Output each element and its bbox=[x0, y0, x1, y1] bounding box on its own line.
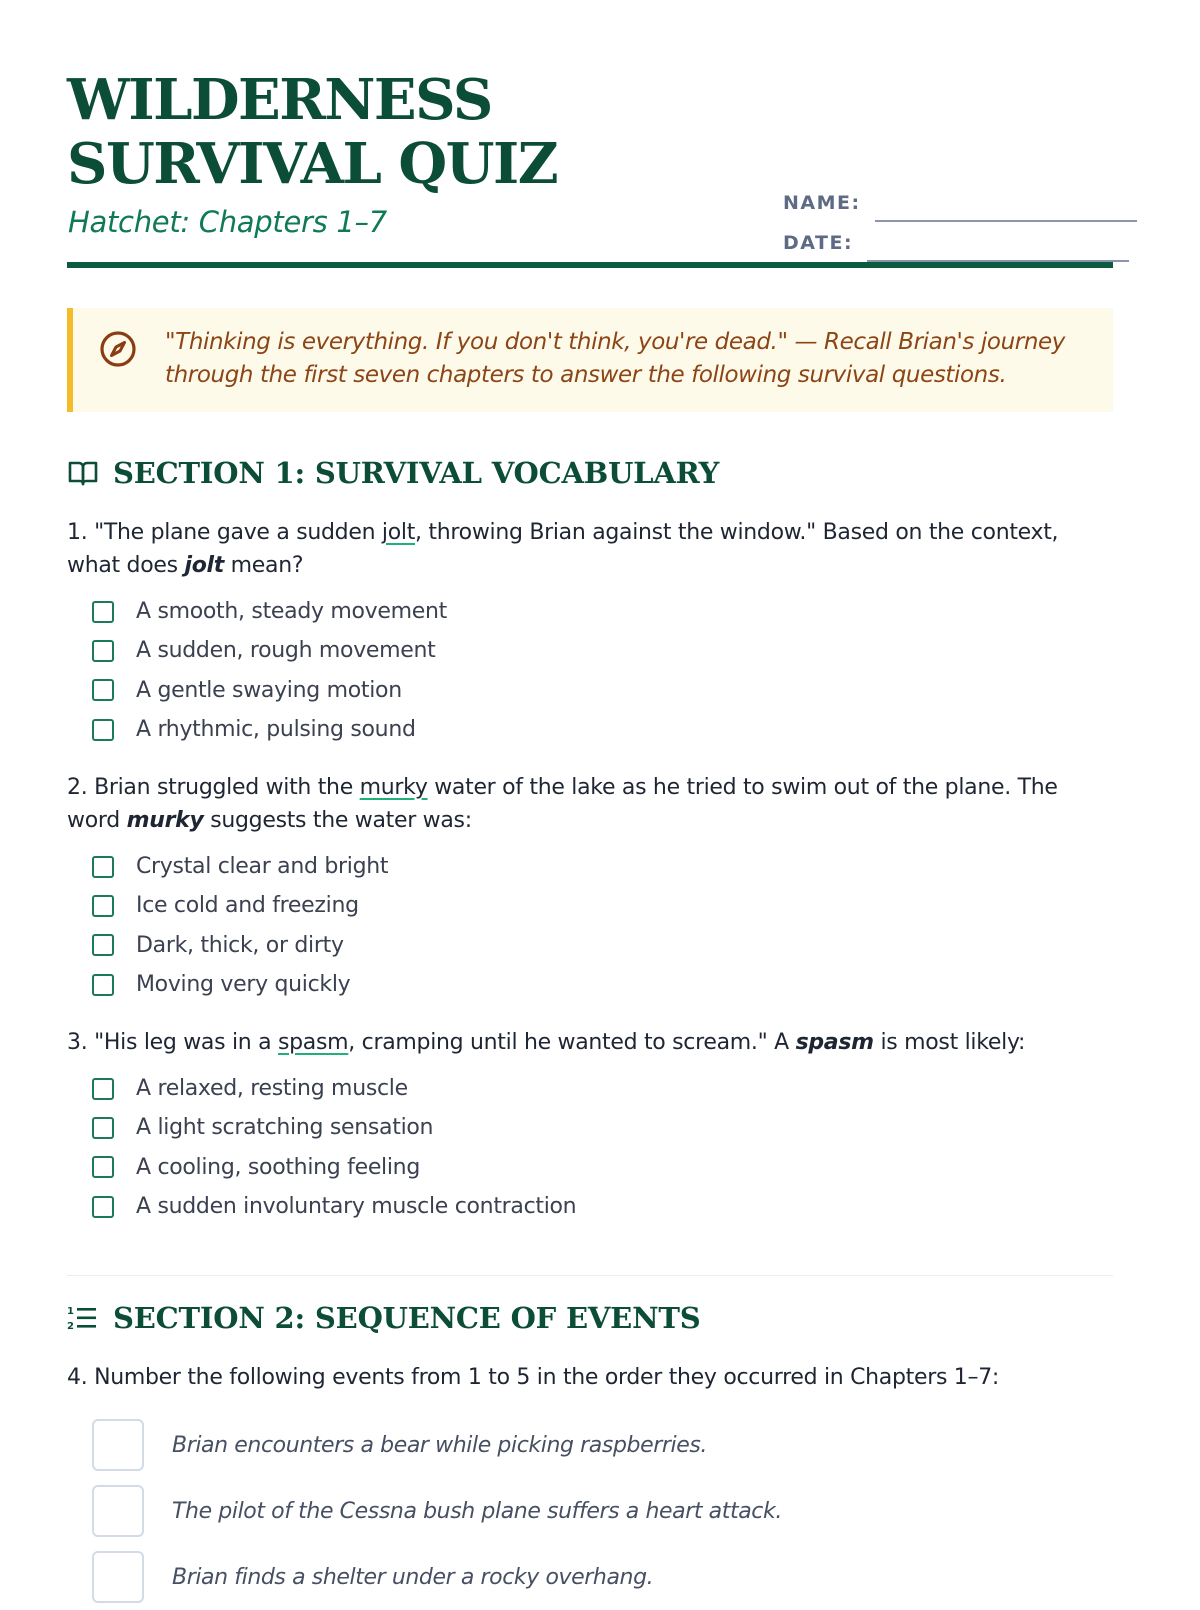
question-2-options bbox=[92, 847, 388, 1004]
option-checkbox[interactable] bbox=[92, 679, 114, 701]
question-text: , throwing Brian against the window." Based on the context, what does bbox=[67, 520, 1059, 578]
option-label: A relaxed, resting muscle bbox=[136, 1076, 408, 1102]
page-title: WILDERNESS SURVIVAL QUIZ bbox=[67, 67, 558, 197]
section-1-title: SECTION 1: SURVIVAL VOCABULARY bbox=[113, 456, 720, 490]
compass-icon bbox=[99, 330, 137, 368]
option-label: A sudden involuntary muscle contraction bbox=[136, 1194, 577, 1220]
option[interactable] bbox=[92, 886, 388, 925]
option-checkbox[interactable] bbox=[92, 974, 114, 996]
option-label: Crystal clear and bright bbox=[136, 854, 389, 880]
option[interactable] bbox=[92, 671, 447, 710]
callout-text: "Thinking is everything. If you don't think, you're dead." — Recall Brian's journey through the first seven chapters to answer the following survival questions. bbox=[165, 329, 1065, 388]
sequence-item bbox=[92, 1544, 782, 1610]
question-text: "His leg was in a bbox=[87, 1030, 278, 1055]
sequence-number-input[interactable] bbox=[92, 1485, 144, 1537]
vocab-word: spasm bbox=[277, 1030, 349, 1055]
option-label: A smooth, steady movement bbox=[136, 599, 447, 625]
quote-callout bbox=[67, 308, 1113, 412]
option-label: A gentle swaying motion bbox=[136, 677, 402, 703]
question-text: suggests the water was: bbox=[203, 808, 472, 833]
option-label: A cooling, soothing feeling bbox=[136, 1154, 420, 1180]
option-checkbox[interactable] bbox=[92, 856, 114, 878]
question-text: mean? bbox=[223, 553, 304, 578]
option[interactable] bbox=[92, 710, 447, 749]
option-checkbox[interactable] bbox=[92, 1196, 114, 1218]
option-label: A rhythmic, pulsing sound bbox=[136, 717, 416, 743]
question-text: water of the lake as he tried to swim out of the plane. The word bbox=[67, 775, 1058, 833]
question-2 bbox=[67, 771, 1113, 837]
date-label: DATE: bbox=[783, 232, 854, 254]
question-number: 1. bbox=[67, 520, 88, 545]
option-checkbox[interactable] bbox=[92, 934, 114, 956]
option[interactable] bbox=[92, 1108, 576, 1147]
section-1-heading bbox=[67, 456, 719, 490]
student-info bbox=[783, 174, 1113, 254]
sequence-item bbox=[92, 1478, 782, 1544]
option[interactable] bbox=[92, 1148, 576, 1187]
section-2-heading bbox=[67, 1301, 701, 1335]
option-checkbox[interactable] bbox=[92, 1117, 114, 1139]
question-1 bbox=[67, 516, 1113, 582]
question-4: 4. Number the following events from 1 to 5 in the order they occurred in Chapters 1–7: bbox=[67, 1365, 1000, 1390]
emphasized-word: murky bbox=[126, 808, 204, 833]
question-1-options bbox=[92, 592, 447, 749]
question-text: Brian struggled with the bbox=[87, 775, 360, 800]
section-divider bbox=[67, 1275, 1113, 1276]
svg-text:2: 2 bbox=[67, 1321, 74, 1332]
quiz-page bbox=[67, 0, 1113, 1590]
question-text: "The plane gave a sudden bbox=[87, 520, 382, 545]
option[interactable] bbox=[92, 1187, 576, 1226]
page-subtitle: Hatchet: Chapters 1–7 bbox=[68, 205, 387, 239]
event-text: The pilot of the Cessna bush plane suffers a heart attack. bbox=[172, 1498, 782, 1524]
option-label: A light scratching sensation bbox=[136, 1115, 434, 1141]
option-checkbox[interactable] bbox=[92, 1156, 114, 1178]
sequence-item bbox=[92, 1412, 782, 1478]
name-field[interactable] bbox=[875, 198, 1137, 222]
option[interactable] bbox=[92, 592, 447, 631]
event-text: Brian encounters a bear while picking raspberries. bbox=[172, 1432, 708, 1458]
option[interactable] bbox=[92, 965, 388, 1004]
question-number: 2. bbox=[67, 775, 88, 800]
event-text: Brian finds a shelter under a rocky overhang. bbox=[172, 1564, 654, 1590]
date-field[interactable] bbox=[867, 238, 1129, 262]
open-book-icon bbox=[67, 458, 99, 488]
option-label: Ice cold and freezing bbox=[136, 893, 359, 919]
section-2-title: SECTION 2: SEQUENCE OF EVENTS bbox=[113, 1301, 701, 1335]
name-label: NAME: bbox=[783, 192, 861, 214]
option-label: Moving very quickly bbox=[136, 972, 351, 998]
sequence-number-input[interactable] bbox=[92, 1551, 144, 1603]
quiz-header bbox=[67, 0, 1113, 272]
question-text: is most likely: bbox=[873, 1030, 1026, 1055]
option-checkbox[interactable] bbox=[92, 895, 114, 917]
question-3 bbox=[67, 1026, 1113, 1059]
option[interactable] bbox=[92, 631, 447, 670]
emphasized-word: jolt bbox=[184, 553, 224, 578]
question-3-options bbox=[92, 1069, 576, 1226]
vocab-word: jolt bbox=[381, 520, 416, 545]
option[interactable] bbox=[92, 926, 388, 965]
svg-text:1: 1 bbox=[67, 1306, 74, 1317]
option[interactable] bbox=[92, 847, 388, 886]
option-label: Dark, thick, or dirty bbox=[136, 932, 344, 958]
option-checkbox[interactable] bbox=[92, 719, 114, 741]
option-checkbox[interactable] bbox=[92, 1078, 114, 1100]
option-checkbox[interactable] bbox=[92, 640, 114, 662]
question-text: , cramping until he wanted to scream." A bbox=[348, 1030, 796, 1055]
emphasized-word: spasm bbox=[795, 1030, 874, 1055]
header-divider bbox=[67, 262, 1113, 268]
numbered-list-icon bbox=[67, 1303, 99, 1333]
question-number: 3. bbox=[67, 1030, 88, 1055]
option[interactable] bbox=[92, 1069, 576, 1108]
sequence-number-input[interactable] bbox=[92, 1419, 144, 1471]
name-row bbox=[783, 174, 1113, 214]
sequence-events bbox=[92, 1412, 782, 1610]
option-label: A sudden, rough movement bbox=[136, 638, 436, 664]
option-checkbox[interactable] bbox=[92, 601, 114, 623]
vocab-word: murky bbox=[359, 775, 428, 800]
